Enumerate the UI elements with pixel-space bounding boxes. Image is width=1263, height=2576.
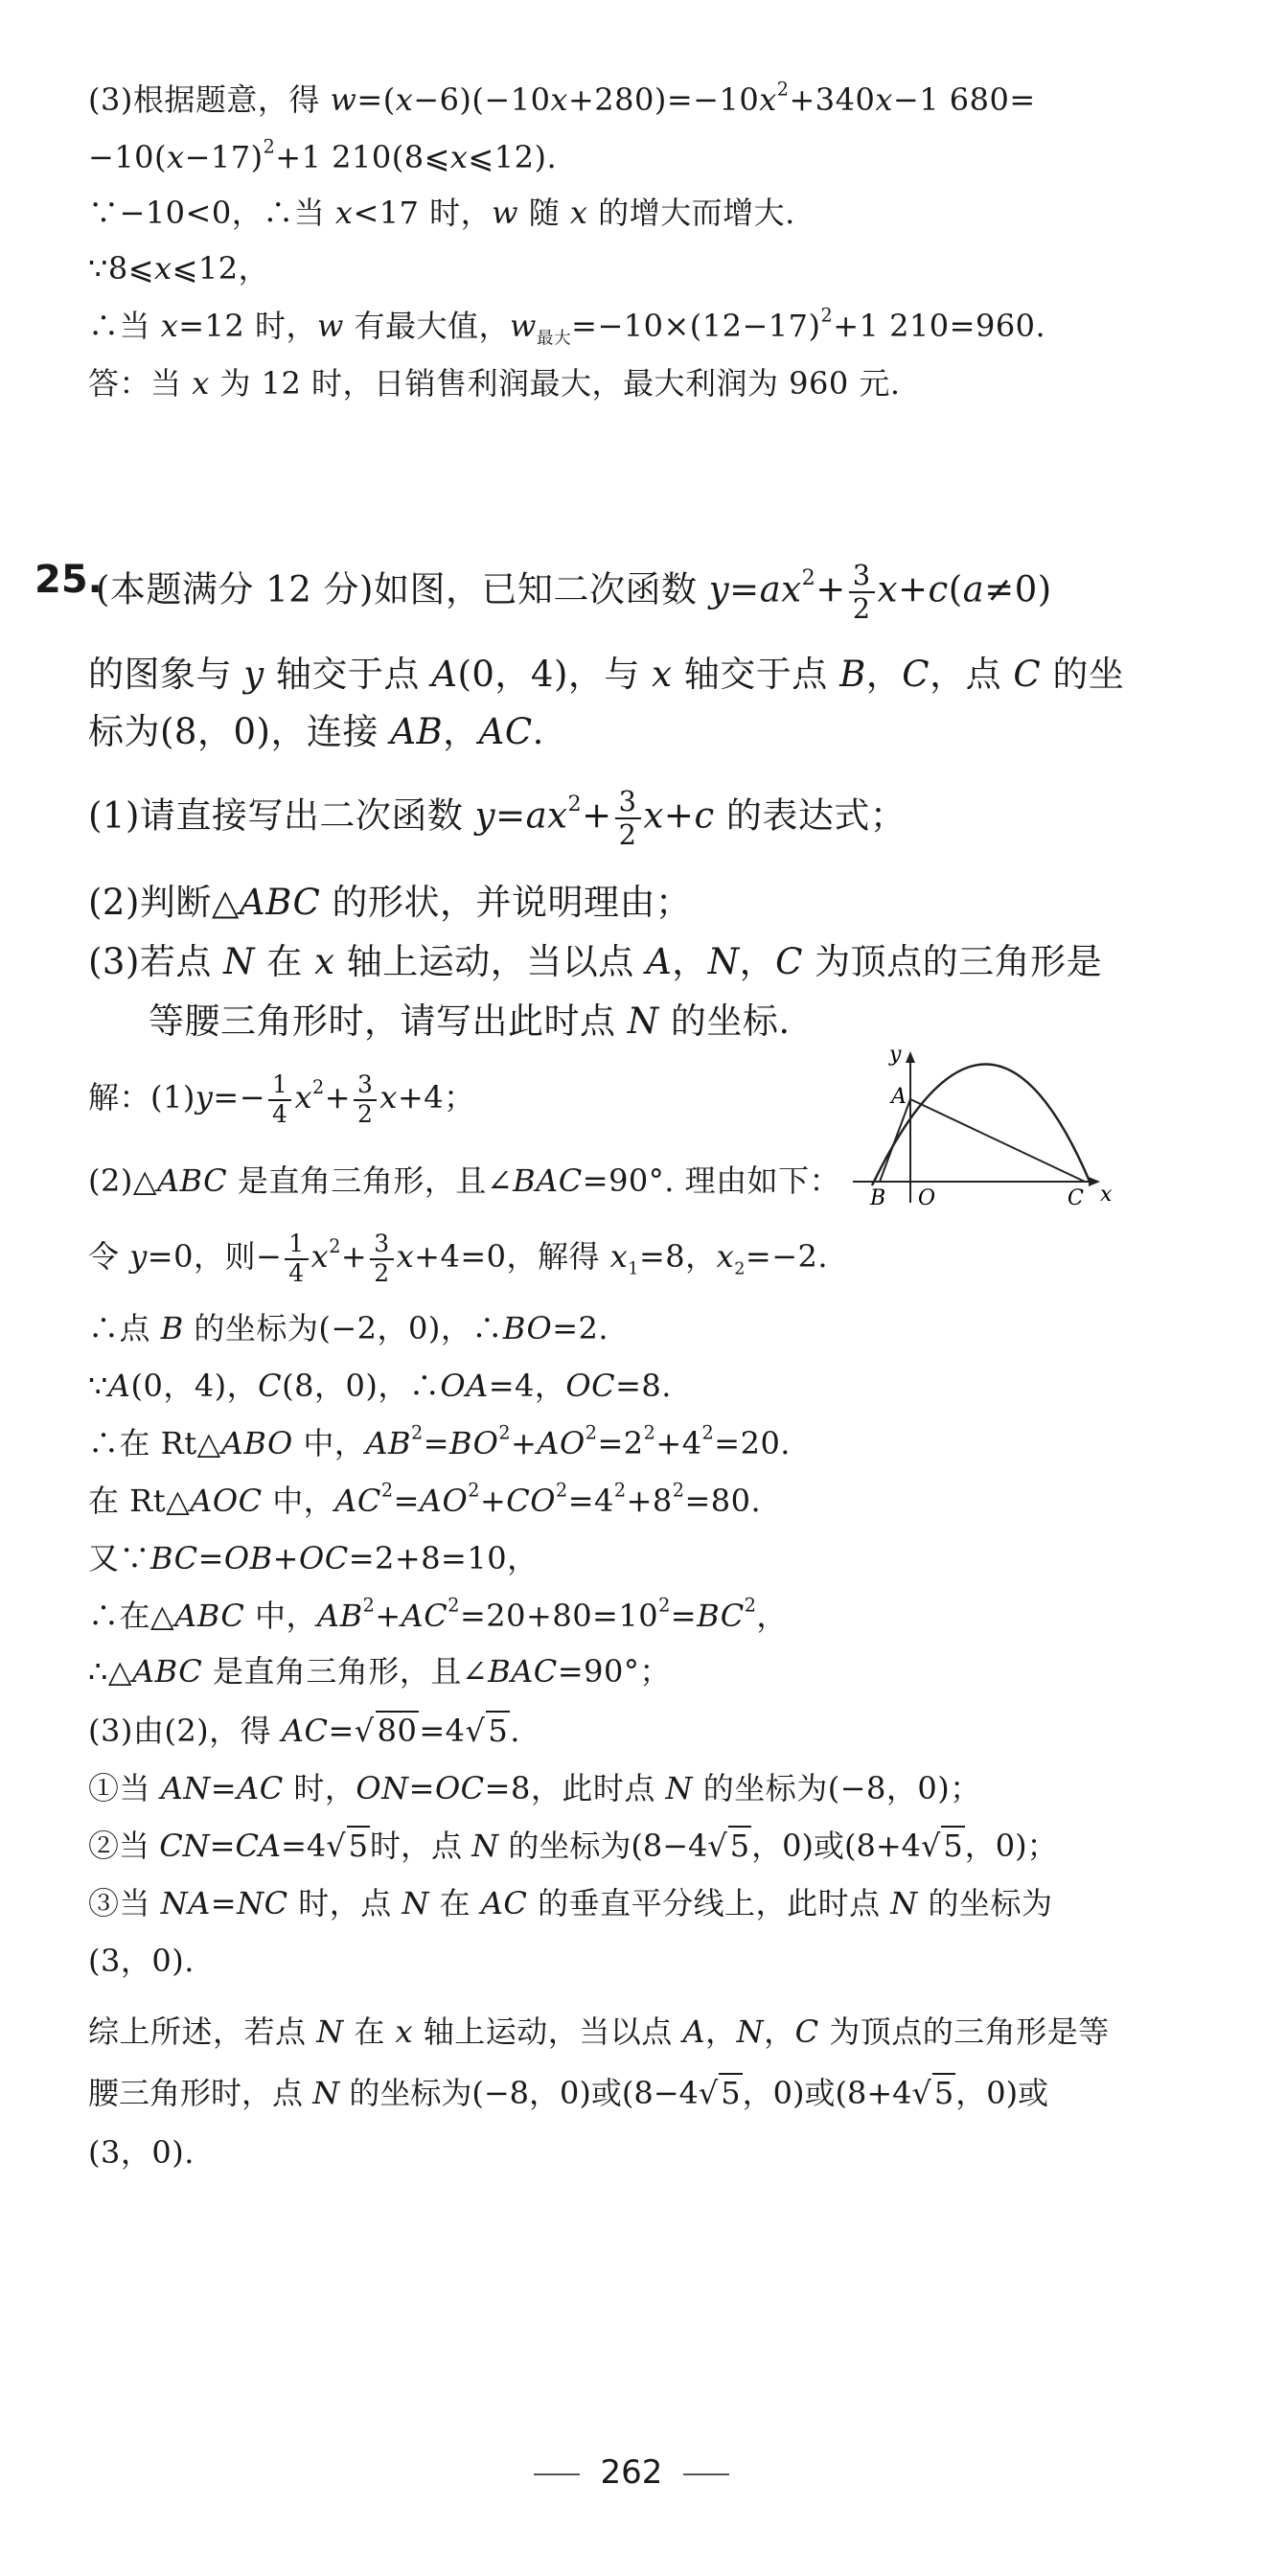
- point-b-label: B: [870, 1186, 886, 1210]
- fraction: $\frac{3}{2}$: [849, 560, 875, 625]
- x-axis-label: x: [1100, 1183, 1113, 1207]
- parabola-graph: [843, 1040, 1131, 1212]
- question-number: 25.: [34, 558, 103, 602]
- subquestion-1: (1)请直接写出二次函数 $y=ax^2+$ $\frac{3}{2}$ x+c 的表达式；: [88, 785, 907, 852]
- page-number-dash-right: [683, 2473, 729, 2475]
- prev-solution-line-4: ∵8⩽x⩽12，: [88, 250, 270, 287]
- subquestion-3: (3)若点 N 在 x 轴上运动，当以点 A，N，C 为顶点的三角形是: [88, 941, 1103, 982]
- segment-ac: [910, 1099, 1085, 1182]
- question-line-3: 标为(8，0)，连接 AB，AC.: [88, 711, 544, 752]
- point-a-label: A: [891, 1085, 907, 1109]
- fraction: $\frac{1}{4}$: [285, 1230, 308, 1287]
- parabola-curve: [872, 1064, 1091, 1185]
- question-line-2: 的图象与 y 轴交于点 A(0，4)，与 x 轴交于点 B，C，点 C 的坐: [88, 654, 1125, 695]
- solution-line-5: ∵A(0，4)，C(8，0)，∴OA=4，OC=8.: [88, 1368, 672, 1404]
- solution-line-2: (2)△ABC 是直角三角形，且∠BAC=90°. 理由如下：: [88, 1162, 841, 1199]
- solution-line-13: ②当 CN=CA=4√5时，点 N 的坐标为(8−4√5，0)或(8+4√5，0)；: [88, 1828, 1058, 1864]
- prev-solution-line-3: ∵−10<0，∴当 x<17 时，w 随 x 的增大而增大.: [88, 195, 795, 231]
- solution-line-14: ③当 NA=NC 时，点 N 在 AC 的垂直平分线上，此时点 N 的坐标为: [88, 1885, 1053, 1921]
- solution-line-12: ①当 AN=AC 时，ON=OC=8，此时点 N 的坐标为(−8，0)；: [88, 1770, 981, 1806]
- fraction: $\frac{3}{2}$: [354, 1071, 377, 1128]
- prev-solution-answer: 答：当 x 为 12 时，日销售利润最大，最大利润为 960 元.: [88, 365, 901, 402]
- solution-line-15: (3，0).: [88, 1943, 195, 1979]
- solution-line-6: ∴在 Rt△ABO 中，$AB^2=BO^2+AO^2=2^2+4^2=20$.: [88, 1421, 791, 1461]
- solution-line-3: 令 y=0，则− $\frac{1}{4}$ $x^2+$ $\frac{3}{2}$ x+4=0，解得 $x_1=8$，$x_2=-2$.: [88, 1230, 829, 1287]
- prev-solution-line-5: ∴当 x=12 时，w 有最大值，$w_{最大}=-10\times(12-17)^2+1$ 210=960.: [88, 304, 1046, 349]
- prev-solution-line-1: (3)根据题意，得 $w=(x-6)(-10x+280)=-10x^2+340x-1$ 680=: [88, 78, 1036, 118]
- page-number-text: 262: [600, 2453, 663, 2492]
- solution-line-10: ∴△ABC 是直角三角形，且∠BAC=90°；: [88, 1653, 671, 1690]
- solution-line-1: 解：(1)y=− $\frac{1}{4}$ $x^2+$ $\frac{3}{2}$ x+4；: [88, 1070, 475, 1128]
- segment-ab: [880, 1099, 910, 1182]
- solution-line-4: ∴点 B 的坐标为(−2，0)，∴BO=2.: [88, 1310, 609, 1346]
- solution-line-9: ∴在△ABC 中，$AB^2+AC^2=20+80=10^2=BC^2$，: [88, 1594, 788, 1634]
- subquestion-3-cont: 等腰三角形时，请写出此时点 N 的坐标.: [149, 1000, 791, 1042]
- solution-line-8: 又∵BC=OB+OC=2+8=10，: [88, 1540, 539, 1576]
- page-number: [0, 2453, 1263, 2492]
- page-number-dash-left: [534, 2473, 580, 2475]
- solution-line-18: (3，0).: [88, 2134, 195, 2171]
- y-axis-arrow: [906, 1051, 915, 1063]
- solution-line-17: 腰三角形时，点 N 的坐标为(−8，0)或(8−4√5，0)或(8+4√5，0)或: [88, 2075, 1049, 2111]
- solution-line-11: (3)由(2)，得 AC=√80=4√5.: [88, 1713, 520, 1749]
- fraction: $\frac{1}{4}$: [268, 1071, 291, 1128]
- point-c-label: C: [1068, 1186, 1084, 1210]
- y-axis-label: y: [889, 1043, 902, 1067]
- fraction: $\frac{3}{2}$: [615, 786, 641, 851]
- question-line-1: (本题满分 12 分)如图，已知二次函数 $y=ax^2+$ $\frac{3}{2}$ x+c(a≠0): [96, 559, 1052, 626]
- solution-line-7: 在 Rt△AOC 中，$AC^2=AO^2+CO^2=4^2+8^2=80$.: [88, 1479, 762, 1519]
- subquestion-2: (2)判断△ABC 的形状，并说明理由；: [88, 882, 692, 923]
- fraction: $\frac{3}{2}$: [370, 1230, 393, 1287]
- prev-solution-line-2: $-10(x-17)^2+1$ 210(8⩽x⩽12).: [88, 135, 558, 175]
- solution-line-16: 综上所述，若点 N 在 x 轴上运动，当以点 A，N，C 为顶点的三角形是等: [88, 2013, 1110, 2050]
- origin-label: O: [918, 1186, 936, 1210]
